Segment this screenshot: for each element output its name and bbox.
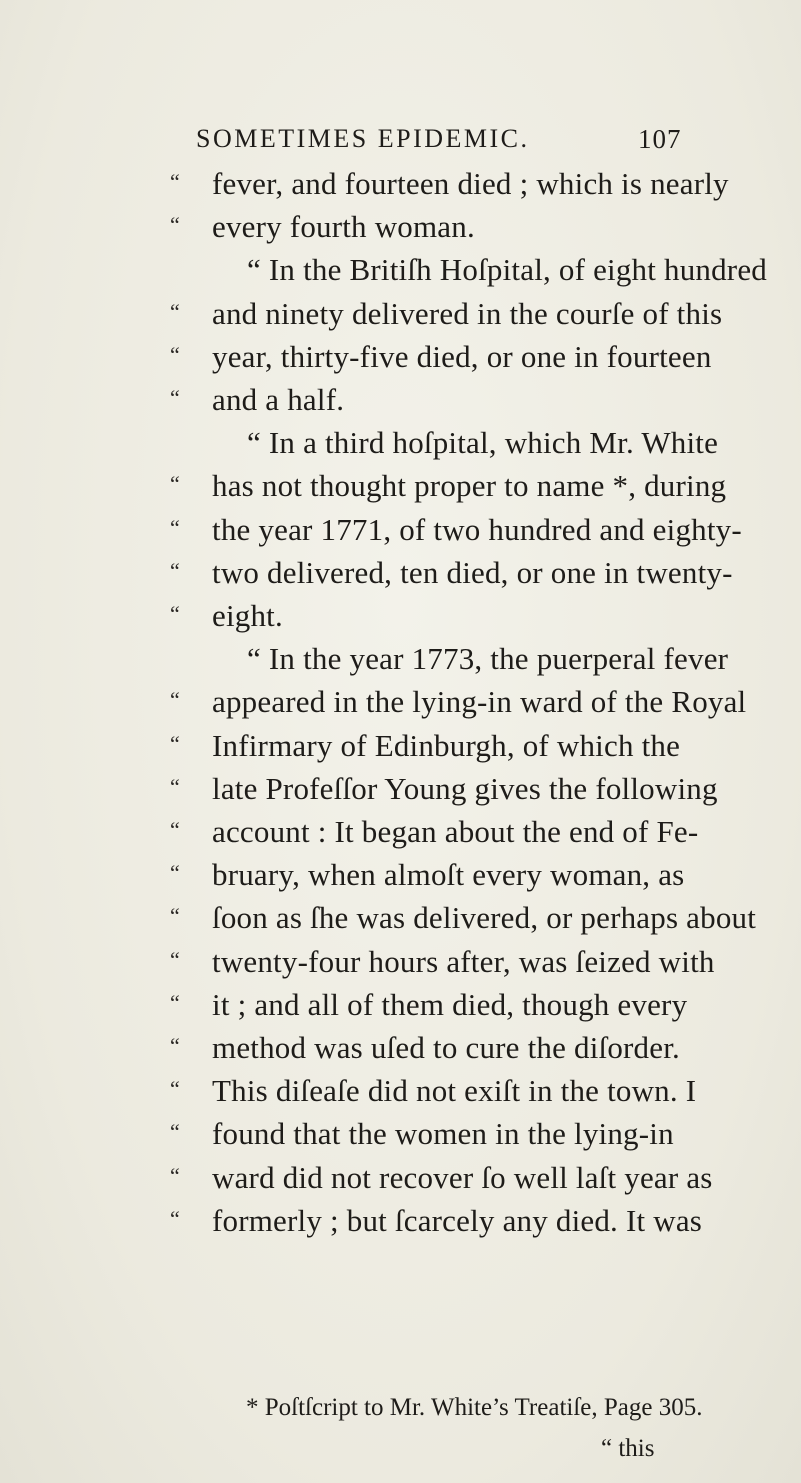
text-line <box>0 727 801 774</box>
line-text: and a half. <box>212 382 345 417</box>
running-head-title: SOMETIMES EPIDEMIC. <box>196 124 530 153</box>
text-line <box>0 295 801 342</box>
text-line <box>0 168 801 212</box>
text-line <box>0 511 801 558</box>
margin-quote-mark: “ <box>170 817 180 842</box>
text-line <box>0 427 801 471</box>
line-text: every fourth woman. <box>212 209 475 245</box>
line-text: “ In a third hoſpital, which Mr. White <box>247 425 719 461</box>
margin-quote-mark: “ <box>170 212 180 238</box>
text-line <box>0 902 801 946</box>
margin-quote-mark: “ <box>170 1033 180 1058</box>
margin-quote-mark: “ <box>170 601 180 626</box>
margin-quote-mark: “ <box>170 903 180 929</box>
margin-quote-mark: “ <box>170 1076 180 1102</box>
text-line <box>0 859 801 903</box>
text-line <box>0 1159 801 1206</box>
text-line <box>0 770 801 817</box>
line-text: Infirmary of Edinburgh, of which the <box>212 727 681 763</box>
line-text: bruary, when almoſt every woman, as <box>212 857 685 893</box>
line-text: This diſeaſe did not exiſt in the town. I <box>212 1073 697 1109</box>
line-text: twenty-four hours after, was ſeized with <box>212 943 715 979</box>
margin-quote-mark: “ <box>170 557 180 583</box>
line-text: account : It began about the end of Fe- <box>212 814 699 849</box>
text-line <box>0 554 801 601</box>
line-text: found that the women in the lying-in <box>212 1116 674 1152</box>
margin-quote-mark: “ <box>170 169 180 194</box>
margin-quote-mark: “ <box>170 341 180 367</box>
line-text: formerly ; but ſcarcely any died. It was <box>212 1202 703 1238</box>
line-text: fever, and fourteen died ; which is nearly <box>212 166 729 201</box>
footnote: * Poſtſcript to Mr. White’s Treatiſe, Page 305. <box>246 1394 703 1421</box>
margin-quote-mark: “ <box>170 1162 180 1188</box>
line-text: “ In the Britiſh Hoſpital, of eight hundred <box>247 252 767 288</box>
line-text: ward did not recover ſo well laſt year as <box>212 1159 713 1195</box>
margin-quote-mark: “ <box>170 514 180 540</box>
text-line <box>0 1118 801 1162</box>
margin-quote-mark: “ <box>170 860 180 886</box>
margin-quote-mark: “ <box>170 687 180 713</box>
page-number: 107 <box>638 124 682 154</box>
margin-quote-mark: “ <box>170 730 180 756</box>
text-line <box>0 943 801 990</box>
margin-quote-mark: “ <box>170 1205 180 1231</box>
text-line <box>0 338 801 385</box>
line-text: year, thirty-five died, or one in fourteen <box>212 338 712 374</box>
margin-quote-mark: “ <box>170 946 180 972</box>
text-line <box>0 1032 801 1076</box>
text-line <box>0 600 801 644</box>
margin-quote-mark: “ <box>170 1119 180 1145</box>
text-line <box>0 816 801 860</box>
line-text: and ninety delivered in the courſe of this <box>212 295 723 331</box>
text-line <box>0 1075 801 1119</box>
catchword: “ this <box>601 1435 655 1462</box>
text-line <box>0 254 801 298</box>
line-text: late Profeſſor Young gives the following <box>212 770 718 806</box>
margin-quote-mark: “ <box>170 298 180 324</box>
line-text: two delivered, ten died, or one in twenty- <box>212 554 733 590</box>
line-text: ſoon as ſhe was delivered, or perhaps about <box>212 900 757 936</box>
text-line <box>0 470 801 514</box>
line-text: appeared in the lying-in ward of the Royal <box>212 684 747 720</box>
text-line <box>0 643 801 687</box>
margin-quote-mark: “ <box>170 471 180 497</box>
line-text: has not thought proper to name *, during <box>212 468 727 504</box>
text-line <box>0 211 801 255</box>
line-text: “ In the year 1773, the puerperal fever <box>247 641 729 677</box>
text-line <box>0 1202 801 1249</box>
line-text: eight. <box>212 598 283 633</box>
margin-quote-mark: “ <box>170 773 180 799</box>
margin-quote-mark: “ <box>170 385 180 410</box>
text-line <box>0 384 801 428</box>
line-text: it ; and all of them died, though every <box>212 986 688 1022</box>
text-line <box>0 686 801 730</box>
text-line <box>0 986 801 1033</box>
line-text: method was uſed to cure the diſorder. <box>212 1030 680 1065</box>
line-text: the year 1771, of two hundred and eighty- <box>212 511 742 547</box>
margin-quote-mark: “ <box>170 989 180 1015</box>
